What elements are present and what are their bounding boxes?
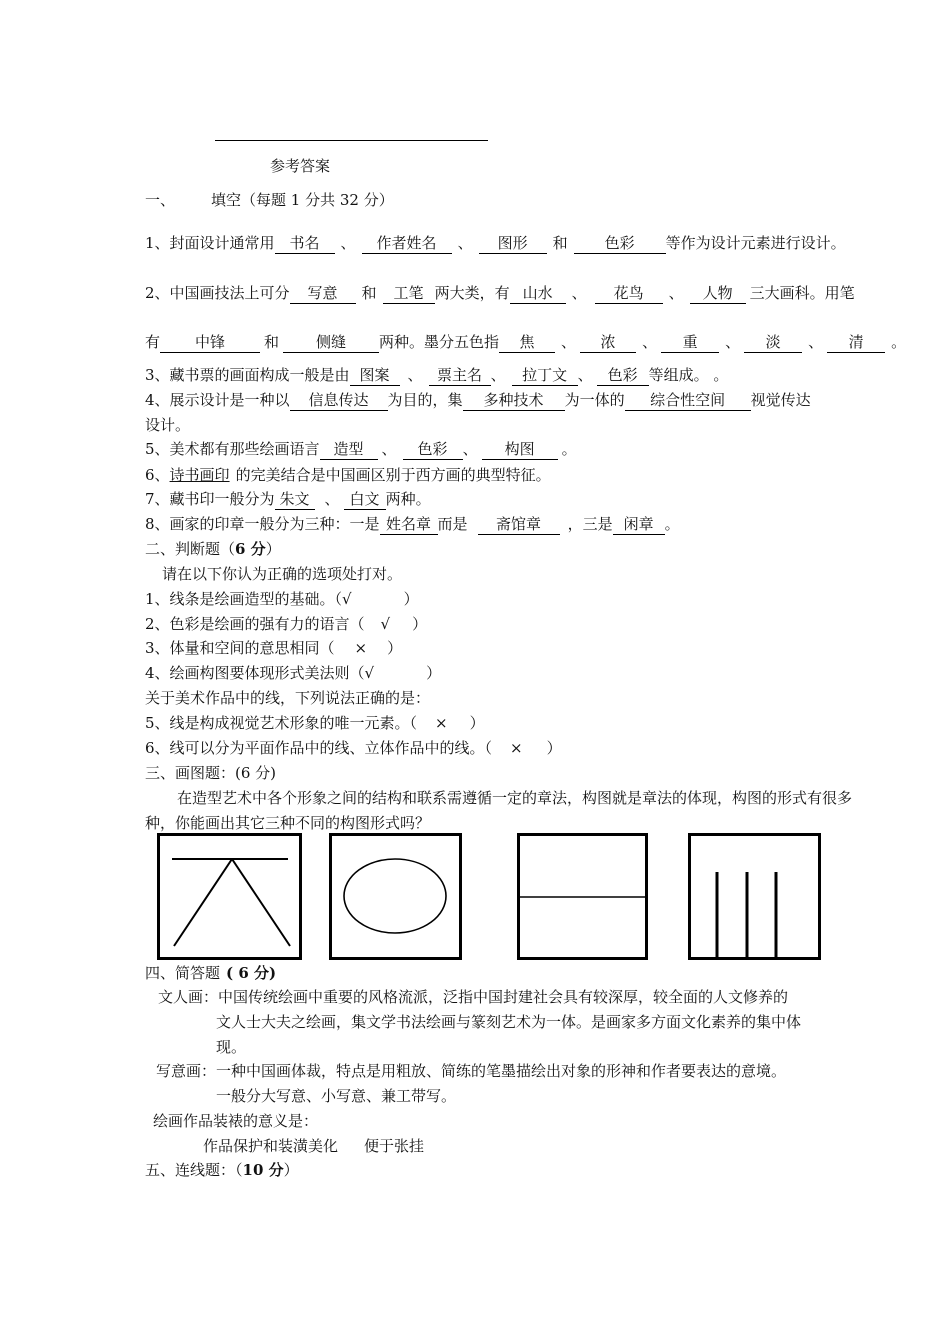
question-3 [145, 365, 728, 386]
judge-mark: × [510, 739, 523, 757]
q2b-text-mid: 两种。墨分五色指 [379, 333, 500, 351]
q1-sep: 、 [340, 234, 356, 252]
q3-answer-1: 图案 [350, 366, 400, 386]
section-2-title-end: ） [265, 540, 281, 558]
q2b-sep: 、 [642, 333, 658, 351]
q4-text-mid: 为目的，集 [387, 391, 463, 409]
judge-mark: √ [380, 615, 391, 633]
question-5 [145, 439, 577, 460]
q2-answer-1: 写意 [290, 284, 356, 304]
q2b-end: 。 [891, 333, 907, 351]
question-8 [145, 514, 680, 535]
question-1 [145, 233, 846, 254]
question-2 [145, 283, 855, 304]
q8-answer-2: 斋馆章 [478, 515, 560, 535]
q4-answer-2: 多种技术 [463, 391, 565, 411]
question-6 [145, 465, 551, 485]
section-3-paragraph: 在造型艺术中各个形象之间的结构和联系需遵循一定的章法，构图就是章法的体现，构图的形式有很多种，你能画出其它三种不同的构图形式吗？ [145, 789, 853, 832]
judge-question: 5、线是构成视觉艺术形象的唯一元素。（ [145, 714, 418, 732]
top-rule [215, 140, 488, 141]
vertical-drawing [691, 836, 818, 957]
judge-mark: √ [364, 664, 375, 682]
judge-question: 1、线条是绘画造型的基础。（ [145, 590, 343, 608]
judge-question: 2、色彩是绘画的强有力的语言（ [145, 615, 365, 633]
q5-end: 。 [561, 440, 577, 458]
triangle-drawing [160, 836, 299, 957]
page-title: 参考答案 [270, 157, 331, 175]
q7-answer-2: 白文 [344, 490, 386, 510]
composition-horizontal [517, 833, 648, 960]
section-2-intro: 请在以下你认为正确的选项处打对。 [162, 565, 403, 583]
q5-answer-2: 色彩 [403, 440, 463, 460]
composition-circle [329, 833, 462, 960]
q7-text-end: 两种。 [385, 490, 431, 508]
judge-item [145, 713, 485, 733]
wenren-line-1 [158, 987, 788, 1007]
judge-close: ） [426, 664, 442, 682]
judge-mark: √ [342, 590, 352, 608]
circle-drawing [332, 836, 459, 957]
q7-text: 7、藏书印一般分为 [145, 490, 275, 508]
judge-mark: × [354, 639, 368, 657]
q1-answer-1: 书名 [275, 234, 335, 254]
q2b-sep: 、 [808, 333, 824, 351]
section-4-title: 四、简答题 [145, 964, 221, 982]
q2b-sep: 、 [561, 333, 577, 351]
wenren-text: 中国传统绘画中重要的风格流派，泛指中国封建社会具有较深厚，较全面的人文修养的 [218, 988, 789, 1006]
judge-close: ） [469, 714, 485, 732]
judge-item [145, 738, 562, 758]
section-4-heading [145, 963, 276, 983]
judge-mark: × [435, 714, 448, 732]
judge-close: ） [546, 739, 562, 757]
q4-text-end: 视觉传达 [750, 391, 811, 409]
q1-answer-4: 色彩 [574, 234, 666, 254]
q2b-sep: 和 [264, 333, 280, 351]
zhuangbiao-answer [203, 1136, 424, 1156]
judge-close: ） [403, 590, 419, 608]
q2b-answer-3: 焦 [499, 333, 555, 353]
q5-sep: 、 [462, 440, 478, 458]
judge-close: ） [412, 615, 428, 633]
judge-close: ） [387, 639, 403, 657]
q2-text: 2、中国画技法上可分 [145, 284, 290, 302]
xieyi-line-1 [156, 1061, 786, 1081]
composition-vertical [688, 833, 821, 960]
section-1-heading [145, 190, 394, 210]
diagonal-line [232, 859, 290, 946]
q1-answer-3: 图形 [479, 234, 547, 254]
q3-answer-2: 票主名 [429, 366, 491, 386]
ellipse [344, 859, 446, 933]
q2-answer-2: 工笔 [383, 284, 435, 304]
q6-text-end: 的完美结合是中国画区别于西方画的典型特征。 [235, 466, 551, 484]
q8-text-mid: 而是 [437, 515, 468, 533]
q2-sep: 和 [361, 284, 377, 302]
q5-answer-3: 构图 [482, 440, 558, 460]
question-2-cont [145, 332, 906, 353]
judge-item [145, 589, 419, 609]
q3-sep: 、 [407, 366, 423, 384]
q1-text-end: 等作为设计元素进行设计。 [665, 234, 846, 252]
section-3-heading: 三、画图题：(6 分) [145, 764, 277, 782]
section-5-score: 10 分 [242, 1161, 284, 1179]
xieyi-line-2: 一般分大写意、小写意、兼工带写。 [216, 1087, 457, 1105]
zhuangbiao-answer-2: 便于张挂 [364, 1137, 425, 1155]
q2b-answer-1: 中锋 [160, 333, 260, 353]
section-1-number: 一、 [145, 191, 176, 209]
q2b-answer-5: 重 [661, 333, 719, 353]
section-1-title: 填空（每题 1 分共 32 分） [211, 191, 394, 209]
q3-answer-4: 色彩 [597, 366, 649, 386]
q2b-sep: 、 [725, 333, 741, 351]
wenren-label: 文人画： [158, 988, 219, 1006]
zhuangbiao-answer-1: 作品保护和装潢美化 [203, 1137, 339, 1155]
q4-text: 4、展示设计是一种以 [145, 391, 290, 409]
q4-answer-1: 信息传达 [290, 391, 388, 411]
q3-sep: 、 [577, 366, 593, 384]
q2b-answer-7: 清 [827, 333, 885, 353]
q1-text: 1、封面设计通常用 [145, 234, 275, 252]
q2-answer-5: 人物 [690, 284, 746, 304]
section-5-title: 五、连线题：（ [145, 1161, 243, 1179]
q3-text-end: 等组成。 。 [648, 366, 729, 384]
section-4-score: ( 6 分) [226, 964, 277, 982]
q6-text: 6、 [145, 466, 170, 484]
q7-sep: 、 [324, 490, 340, 508]
q2b-answer-2: 侧缝 [283, 333, 379, 353]
q6-answer-1: 诗书画印 [169, 466, 230, 484]
section-2-title: 二、判断题（ [145, 540, 236, 558]
q4-answer-3: 综合性空间 [625, 391, 751, 411]
horizontal-drawing [520, 836, 645, 957]
question-4 [145, 390, 811, 411]
q8-end: 。 [664, 515, 680, 533]
q2b-text: 有 [145, 333, 161, 351]
judge-item [145, 663, 441, 683]
section-2-score: 6 分 [235, 540, 266, 558]
q2-text-mid: 两大类，有 [434, 284, 510, 302]
diagonal-line [174, 859, 232, 946]
q1-sep: 和 [552, 234, 568, 252]
judge-question: 3、体量和空间的意思相同（ [145, 639, 335, 657]
q7-answer-1: 朱文 [275, 490, 315, 510]
q1-sep: 、 [457, 234, 473, 252]
question-4-cont: 设计。 [145, 416, 191, 434]
xieyi-text: 一种中国画体裁，特点是用粗放、简练的笔墨描绘出对象的形神和作者要表达的意境。 [216, 1062, 787, 1080]
section-2-sub-intro: 关于美术作品中的线，下列说法正确的是： [145, 689, 431, 707]
section-5-heading [145, 1160, 299, 1180]
q5-text: 5、美术都有那些绘画语言 [145, 440, 320, 458]
question-7 [145, 489, 431, 510]
q3-text: 3、藏书票的画面构成一般是由 [145, 366, 350, 384]
judge-question: 4、绘画构图要体现形式美法则（ [145, 664, 365, 682]
zhuangbiao-question: 绘画作品装裱的意义是： [153, 1112, 319, 1130]
section-5-title-end: ） [283, 1161, 299, 1179]
wenren-line-3: 现。 [216, 1038, 247, 1056]
q2b-answer-6: 淡 [744, 333, 802, 353]
judge-item [145, 614, 427, 634]
q1-answer-2: 作者姓名 [362, 234, 452, 254]
q3-sep: 、 [490, 366, 506, 384]
q8-text: 8、画家的印章一般分为三种：一是 [145, 515, 380, 533]
q5-answer-1: 造型 [320, 440, 378, 460]
q3-answer-3: 拉丁文 [512, 366, 578, 386]
wenren-line-2: 文人士大夫之绘画，集文学书法绘画与篆刻艺术为一体。是画家多方面文化素养的集中体 [216, 1013, 802, 1031]
q4-text-mid: 为一体的 [564, 391, 625, 409]
q2-sep: 、 [668, 284, 684, 302]
section-2-heading [145, 539, 281, 559]
q2-answer-4: 花鸟 [595, 284, 663, 304]
judge-item [145, 638, 402, 658]
q8-text-mid: ，三是 [567, 515, 613, 533]
q2-text-end: 三大画科。用笔 [749, 284, 855, 302]
q2b-answer-4: 浓 [580, 333, 636, 353]
q8-answer-1: 姓名章 [380, 515, 438, 535]
composition-triangle [157, 833, 302, 960]
xieyi-label: 写意画： [156, 1062, 217, 1080]
judge-question: 6、线可以分为平面作品中的线、立体作品中的线。（ [145, 739, 493, 757]
q5-sep: 、 [381, 440, 397, 458]
q8-answer-3: 闲章 [613, 515, 665, 535]
q2-sep: 、 [571, 284, 587, 302]
q2-answer-3: 山水 [510, 284, 566, 304]
